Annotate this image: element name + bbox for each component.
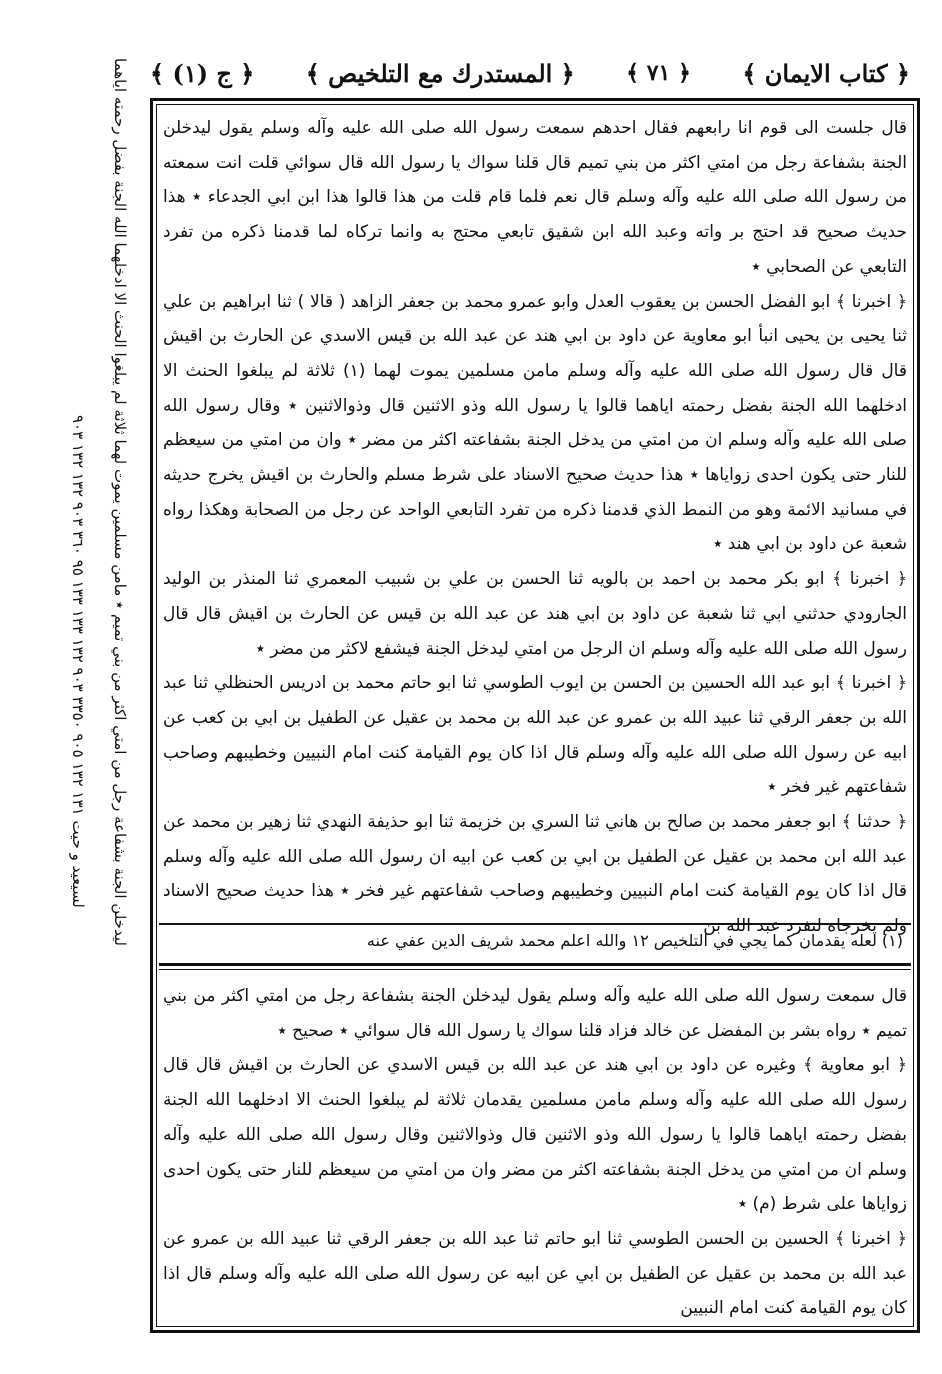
- paragraph: ﴿ ابو معاوية ﴾ وغيره عن داود بن ابي هند عن عبد الله بن قيس الاسدي عن الحارث بن اقيش قال قال رسول الله صلى الله عليه وآله وسلم مامن مسلمين يقدمان ثلاثة لم يبلغوا الحنث الا ادخلهما الله الجنة بفضل رحمته اياهما قالوا يا رسول الله وذو الاثنين قال وذوالاثنين وقال رسول الله صلى الله عليه وآله وسلم ان من امتي من يدخل الجنة بشفاعته اكثر من مضر وان من امتي من سيعظم للنار حتى يكون احدى زواياها على شرط (م) ٭: [163, 1055, 907, 1215]
- book-title: ﴿ المستدرك مع التلخيص ﴾: [305, 58, 575, 88]
- paragraph: ﴿ اخبرنا ﴾ ابو عبد الله الحسين بن الحسن بن ايوب الطوسي ثنا ابو حاتم محمد بن ادريس الحنظلي ثنا عبد الله بن جعفر الرقي ثنا عبيد الله بن عمرو عن عبد الله بن محمد بن عقيل عن الطفيل بن ابي بن كعب عن ابيه عن رسول الله صلى الله عليه وآله وسلم قال اذا كان يوم القيامة كنت امام النبيين وخطيبهم وصاحب شفاعتهم غير فخر ٭: [163, 673, 907, 798]
- chapter-title: ﴿ كتاب الايمان ﴾: [742, 58, 910, 88]
- footnote-divider: [159, 923, 911, 925]
- volume-label: ﴿ ج (١) ﴾: [150, 58, 255, 88]
- section-divider-thin: [159, 969, 911, 970]
- text-frame: [150, 98, 920, 1333]
- page-number: ﴿ ٧١ ﴾: [626, 60, 691, 86]
- section-divider: [159, 963, 911, 966]
- summary-text: [163, 979, 907, 1326]
- margin-note-outer: [100, 58, 140, 1338]
- paragraph: قال جلست الى قوم انا رابعهم فقال احدهم سمعت رسول الله صلى الله عليه وآله وسلم يقول ليدخلن الجنة بشفاعة رجل من امتي اكثر من بني تميم قال قلنا سواك يا رسول الله قال سوائي قلت انت سمعته من رسول الله صلى الله عليه وآله وسلم قال نعم فلما قام قلت من هذا قالوا هذا ابن ابي الجدعاء ٭ هذا حديث صحيح قد احتج بر واته وعبد الله ابن شقيق تابعي محتج به وانما تركاه لما قدمنا ذكره من تفرد التابعي عن الصحابي ٭: [163, 118, 907, 277]
- margin-note-inner: [58, 415, 98, 1345]
- margin-note-numbers: لسيعيد و حيت ١٣١ ١٣٢ ٩٠٥ ٣٣٥٠ ٩٠٣ ١٣٢ ١٣٣ ١٣٣ ٩٥ ٣٦٠ ٩٠٣ ١٣٢ ١٣٢ ٩٠٣: [69, 415, 87, 908]
- margin-note-text: ليدخلن الجنة بشفاعة رجل من امتي اكثر من بني تميم ٭ مامن مسلمين يموت لهما ثلاثة لم يبلغوا الحنث الا ادخلهما الله الجنة بفضل رحمته اياهما: [111, 58, 129, 946]
- paragraph: ﴿ اخبرنا ﴾ ابو الفضل الحسن بن يعقوب العدل وابو عمرو محمد بن جعفر الزاهد ( قالا ) ثنا ابراهيم بن علي ثنا يحيى بن يحيى انبأ ابو معاوية عن داود بن ابي هند عن عبد الله بن قيس الاسدي عن الحارث بن اقيش قال قال رسول الله صلى الله عليه وآله وسلم مامن مسلمين يموت لهما (١) ثلاثة لم يبلغوا الحنث الا ادخلهما الله الجنة بفضل رحمته اياهما قالوا يا رسول الله وذو الاثنين قال وذوالاثنين ٭ وقال رسول الله صلى الله عليه وآله وسلم ان من امتي من يدخل الجنة بشفاعته اكثر من مضر ٭ وان من امتي من سيعظم للنار حتى يكون احدى زواياها ٭ هذا حديث صحيح الاسناد على شرط مسلم والحارث بن اقيش يخرج حديثه في مسانيد الائمة وهو من النمط الذي قدمنا ذكره من تفرد التابعي الواحد عن رجل من الصحابة وهكذا رواه شعبة عن داود بن ابي هند ٭: [163, 291, 907, 555]
- footnote: (١) لعله يقدمان كما يجي في التلخيص ١٢ والله اعلم محمد شريف الدين عفي عنه: [366, 931, 903, 950]
- main-text: [163, 111, 907, 944]
- paragraph: ﴿ اخبرنا ﴾ ابو بكر محمد بن احمد بن بالويه ثنا الحسن بن علي بن شبيب المعمري ثنا المنذر بن الوليد الجارودي حدثني ابي ثنا شعبة عن داود بن ابي هند عن عبد الله بن قيس عن الحارث بن اقيش قال قال رسول الله صلى الله عليه وآله وسلم ان الرجل من امتي ليدخل الجنة فيشفع لاكثر من مضر ٭: [163, 569, 907, 659]
- paragraph: ﴿ اخبرنا ﴾ الحسين بن الحسن الطوسي ثنا ابو حاتم ثنا عبد الله بن جعفر الرقي ثنا عبيد الله بن عمرو عن عبد الله بن محمد بن عقيل عن الطفيل بن ابي عن ابيه عن رسول الله صلى الله عليه وآله وسلم قال اذا كان يوم القيامة كنت امام النبيين: [163, 1228, 907, 1319]
- paragraph: ﴿ حدثنا ﴾ ابو جعفر محمد بن صالح بن هاني ثنا السري بن خزيمة ثنا ابو حذيفة النهدي ثنا زهير بن محمد عن عبد الله ابن محمد بن عقيل عن الطفيل بن ابي بن كعب عن ابيه ان رسول الله صلى الله عليه وآله وسلم قال اذا كان يوم القيامة كنت امام النبيين وخطيبهم وصاحب شفاعتهم غير فخر ٭ هذا حديث صحيح الاسناد ولم يخرجاه لتفرد عبد الله بن: [163, 812, 907, 937]
- page-header: [150, 50, 910, 96]
- paragraph: قال سمعت رسول الله صلى الله عليه وآله وسلم يقول ليدخلن الجنة بشفاعة رجل من امتي اكثر من بني تميم ٭ رواه بشر بن المفضل عن خالد فزاد قلنا سواك يا رسول الله قال سوائي ٭ صحيح ٭: [163, 986, 907, 1041]
